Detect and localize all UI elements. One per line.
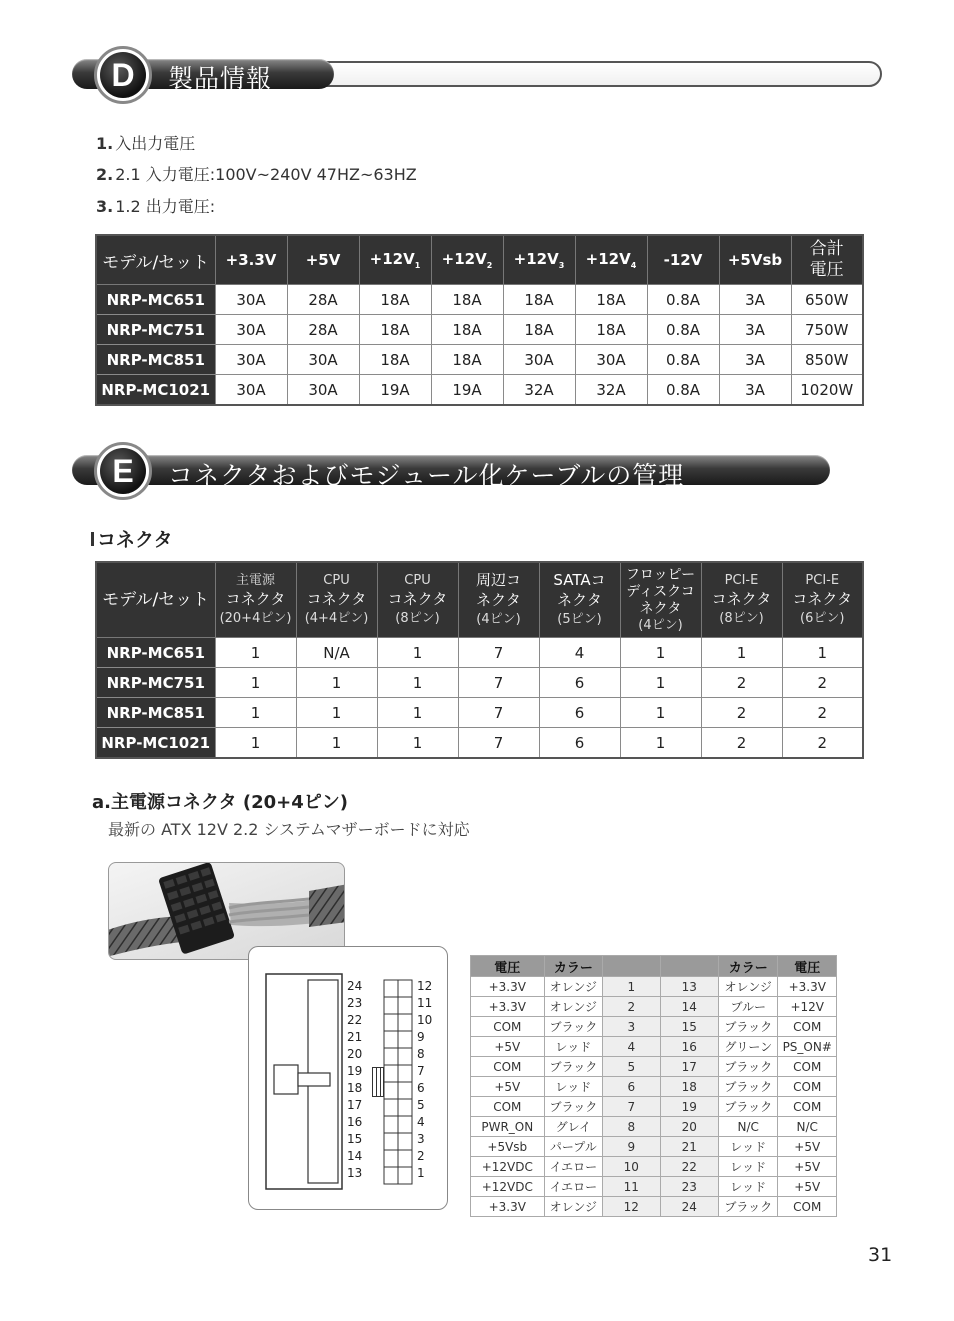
pin-number-cell: 20	[660, 1117, 718, 1137]
connector-header-cpu-8pin: CPU コネクタ (8ピン)	[377, 562, 458, 638]
pin-color-cell: ブラック	[719, 1197, 778, 1217]
pin-color-cell: ブラック	[719, 1077, 778, 1097]
section-e-letter: E	[100, 448, 146, 494]
output-header-total: 合計 電圧	[791, 235, 863, 285]
pin-number-cell: 9	[603, 1137, 660, 1157]
connector-count-cell: N/A	[296, 638, 377, 668]
connector-header-peripheral: 周辺コ ネクタ (4ピン)	[458, 562, 539, 638]
section-d-letter: D	[100, 52, 146, 98]
pin-color-cell: イエロー	[544, 1177, 602, 1197]
pin-header-voltage: 電圧	[778, 956, 837, 977]
connector-table-header-row	[96, 562, 863, 638]
model-name-cell: NRP-MC1021	[96, 728, 215, 759]
connector-header-model: モデル/セット	[96, 562, 215, 638]
pin-label: 16	[347, 1115, 363, 1129]
pin-number-cell: 6	[603, 1077, 660, 1097]
connector-header-floppy: フロッピー ディスクコ ネクタ (4ピン)	[620, 562, 701, 638]
pin-number-cell: 24	[660, 1197, 718, 1217]
model-name-cell: NRP-MC851	[96, 345, 215, 375]
output-value-cell: 850W	[791, 345, 863, 375]
model-name-cell: NRP-MC751	[96, 668, 215, 698]
pin-assignment-table	[470, 955, 837, 1217]
pin-table-row	[471, 977, 837, 997]
output-value-cell: 30A	[215, 285, 287, 315]
output-table-row	[96, 315, 863, 345]
connector-count-cell: 7	[458, 668, 539, 698]
connector-count-cell: 1	[620, 698, 701, 728]
pin-color-cell: レッド	[544, 1037, 602, 1057]
output-value-cell: 32A	[503, 375, 575, 406]
model-name-cell: NRP-MC851	[96, 698, 215, 728]
connector-table-row	[96, 668, 863, 698]
pin-color-cell: パープル	[544, 1137, 602, 1157]
pin-number-cell: 2	[603, 997, 660, 1017]
output-value-cell: 18A	[431, 345, 503, 375]
connector-count-cell: 2	[782, 728, 863, 759]
pin-table-row	[471, 1137, 837, 1157]
pin-label: 14	[347, 1149, 363, 1163]
connector-count-cell: 1	[377, 638, 458, 668]
connector-table-row	[96, 728, 863, 759]
model-name-cell: NRP-MC651	[96, 285, 215, 315]
connector-count-cell: 7	[458, 698, 539, 728]
pin-voltage-cell: +12VDC	[471, 1157, 545, 1177]
main-connector-heading-text: 主電源コネクタ (20+4ピン)	[110, 792, 348, 813]
pin-voltage-cell: +5Vsb	[471, 1137, 545, 1157]
pin-voltage-cell: COM	[778, 1017, 837, 1037]
connector-count-cell: 1	[215, 668, 296, 698]
connector-count-cell: 2	[782, 668, 863, 698]
pin-label: 19	[347, 1064, 363, 1078]
connector-count-cell: 1	[296, 728, 377, 759]
pin-label: 20	[347, 1047, 363, 1061]
pin-color-cell: イエロー	[544, 1157, 602, 1177]
connector-header-pcie-6pin: PCI-E コネクタ (6ピン)	[782, 562, 863, 638]
pin-color-cell: ブラック	[719, 1097, 778, 1117]
output-value-cell: 30A	[503, 345, 575, 375]
connector-count-cell: 2	[701, 668, 782, 698]
pin-voltage-cell: +5V	[778, 1157, 837, 1177]
pin-color-cell: オレンジ	[544, 997, 602, 1017]
pin-label: 3	[417, 1132, 425, 1146]
pin-color-cell: レッド	[719, 1157, 778, 1177]
pin-header-blank	[603, 956, 660, 977]
pin-header-voltage: 電圧	[471, 956, 545, 977]
pin-label: 6	[417, 1081, 425, 1095]
pin-voltage-cell: +3.3V	[471, 1197, 545, 1217]
pin-table-body	[471, 977, 837, 1217]
pin-number-cell: 23	[660, 1177, 718, 1197]
output-value-cell: 18A	[359, 345, 431, 375]
pin-number-cell: 3	[603, 1017, 660, 1037]
output-value-cell: 19A	[359, 375, 431, 406]
output-header-3v3: +3.3V	[215, 235, 287, 285]
connector-count-cell: 6	[539, 698, 620, 728]
output-value-cell: 0.8A	[647, 345, 719, 375]
pin-number-cell: 16	[660, 1037, 718, 1057]
pin-label: 12	[417, 979, 433, 993]
output-header-5vsb: +5Vsb	[719, 235, 791, 285]
output-header-12v3: $+12V_3$	[503, 235, 575, 285]
connector-count-cell: 6	[539, 728, 620, 759]
connector-count-cell: 1	[377, 728, 458, 759]
output-value-cell: 3A	[719, 375, 791, 406]
pin-number-cell: 22	[660, 1157, 718, 1177]
output-value-cell: 0.8A	[647, 285, 719, 315]
pin-label: 18	[347, 1081, 363, 1095]
spec-line-1	[96, 131, 195, 154]
output-value-cell: 28A	[287, 285, 359, 315]
pin-voltage-cell: +5V	[471, 1037, 545, 1057]
pin-header-blank	[660, 956, 718, 977]
pin-color-cell: レッド	[544, 1077, 602, 1097]
output-header-12v1: $+12V_1$	[359, 235, 431, 285]
pin-table-header-row	[471, 956, 837, 977]
pin-voltage-cell: PWR_ON	[471, 1117, 545, 1137]
pin-number-cell: 18	[660, 1077, 718, 1097]
output-value-cell: 18A	[431, 315, 503, 345]
spec-line-number: 3.	[96, 197, 114, 216]
spec-line-number: 1.	[96, 134, 114, 153]
output-value-cell: 30A	[287, 375, 359, 406]
output-value-cell: 18A	[359, 315, 431, 345]
pin-voltage-cell: COM	[471, 1017, 545, 1037]
model-name-cell: NRP-MC751	[96, 315, 215, 345]
pin-color-cell: レッド	[719, 1137, 778, 1157]
main-connector-note: 最新の ATX 12V 2.2 システムマザーボードに対応	[108, 820, 470, 839]
connector-count-table	[95, 561, 864, 759]
pin-label: 2	[417, 1149, 425, 1163]
connector-header-sata: SATAコ ネクタ (5ピン)	[539, 562, 620, 638]
pin-voltage-cell: +5V	[778, 1177, 837, 1197]
pin-number-cell: 19	[660, 1097, 718, 1117]
pin-header-color: カラー	[719, 956, 778, 977]
output-header-12v4: $+12V_4$	[575, 235, 647, 285]
model-name-cell: NRP-MC1021	[96, 375, 215, 406]
output-value-cell: 30A	[575, 345, 647, 375]
spec-line-text: 2.1 入力電圧:100V~240V 47HZ~63HZ	[115, 165, 417, 184]
connector-count-cell: 2	[701, 728, 782, 759]
spec-line-text: 1.2 出力電圧:	[115, 197, 216, 216]
cable-illustration	[109, 863, 344, 959]
output-value-cell: 3A	[719, 285, 791, 315]
connector-count-cell: 1	[215, 728, 296, 759]
pin-table-row	[471, 1097, 837, 1117]
pin-voltage-cell: PS_ON#	[778, 1037, 837, 1057]
section-d-badge	[94, 46, 152, 104]
pin-table-row	[471, 1177, 837, 1197]
pin-color-cell: グリーン	[719, 1037, 778, 1057]
spec-line-number: 2.	[96, 165, 114, 184]
pin-table-row	[471, 1057, 837, 1077]
pin-number-cell: 11	[603, 1177, 660, 1197]
main-connector-heading-prefix: a.	[92, 792, 111, 813]
output-value-cell: 1020W	[791, 375, 863, 406]
pin-color-cell: ブラック	[544, 1097, 602, 1117]
pin-color-cell: ブラック	[719, 1017, 778, 1037]
pin-number-cell: 13	[660, 977, 718, 997]
output-value-cell: 30A	[215, 345, 287, 375]
pin-number-cell: 12	[603, 1197, 660, 1217]
output-value-cell: 18A	[575, 315, 647, 345]
page-number: 31	[868, 1244, 893, 1266]
output-table-row	[96, 375, 863, 406]
pin-number-cell: 17	[660, 1057, 718, 1077]
model-name-cell: NRP-MC651	[96, 638, 215, 668]
connector-count-cell: 7	[458, 638, 539, 668]
pin-voltage-cell: +12VDC	[471, 1177, 545, 1197]
connector-count-cell: 1	[377, 668, 458, 698]
output-value-cell: 30A	[287, 345, 359, 375]
output-value-cell: 28A	[287, 315, 359, 345]
connector-count-cell: 1	[215, 698, 296, 728]
connector-heading-marker	[91, 532, 94, 546]
output-table-header-row	[96, 235, 863, 285]
connector-pinout-diagram	[248, 946, 448, 1210]
output-value-cell: 18A	[575, 285, 647, 315]
pin-color-cell: オレンジ	[544, 977, 602, 997]
pin-voltage-cell: N/C	[778, 1117, 837, 1137]
spec-line-2	[96, 162, 417, 185]
connector-count-cell: 6	[539, 668, 620, 698]
output-value-cell: 30A	[215, 375, 287, 406]
pin-voltage-cell: COM	[778, 1077, 837, 1097]
pin-table-row	[471, 1017, 837, 1037]
pin-number-cell: 8	[603, 1117, 660, 1137]
connector-count-cell: 1	[296, 698, 377, 728]
pin-label: 8	[417, 1047, 425, 1061]
pin-number-cell: 1	[603, 977, 660, 997]
connector-header-pcie-8pin: PCI-E コネクタ (8ピン)	[701, 562, 782, 638]
output-value-cell: 3A	[719, 315, 791, 345]
pin-number-cell: 14	[660, 997, 718, 1017]
connector-count-cell: 7	[458, 728, 539, 759]
pin-label: 11	[417, 996, 433, 1010]
connector-count-cell: 1	[620, 668, 701, 698]
pin-label: 5	[417, 1098, 425, 1112]
pin-label: 7	[417, 1064, 425, 1078]
connector-count-cell: 1	[296, 668, 377, 698]
pin-voltage-cell: +3.3V	[471, 997, 545, 1017]
pin-label: 4	[417, 1115, 425, 1129]
pin-color-cell: オレンジ	[544, 1197, 602, 1217]
pin-table-row	[471, 997, 837, 1017]
output-value-cell: 32A	[575, 375, 647, 406]
connector-count-cell: 1	[215, 638, 296, 668]
pin-table-row	[471, 1077, 837, 1097]
output-value-cell: 18A	[431, 285, 503, 315]
output-header-model: モデル/セット	[96, 235, 215, 285]
pin-label: 15	[347, 1132, 363, 1146]
pin-voltage-cell: COM	[471, 1097, 545, 1117]
pin-label: 24	[347, 979, 363, 993]
pin-grid	[383, 979, 413, 1185]
pin-voltage-cell: COM	[471, 1057, 545, 1077]
spec-line-3	[96, 194, 215, 217]
pin-color-cell: ブラック	[719, 1057, 778, 1077]
output-header-neg12v: -12V	[647, 235, 719, 285]
connector-count-cell: 1	[620, 638, 701, 668]
pin-voltage-cell: COM	[778, 1057, 837, 1077]
section-e-title: コネクタおよびモジュール化ケーブルの管理	[168, 461, 685, 490]
pin-color-cell: グレイ	[544, 1117, 602, 1137]
output-value-cell: 30A	[215, 315, 287, 345]
connector-count-cell: 1	[701, 638, 782, 668]
section-e-badge	[94, 442, 152, 500]
connector-count-cell: 1	[377, 698, 458, 728]
main-connector-heading	[92, 788, 348, 814]
pin-color-cell: オレンジ	[719, 977, 778, 997]
pin-number-cell: 21	[660, 1137, 718, 1157]
connector-table-body	[96, 638, 863, 759]
output-value-cell: 18A	[503, 315, 575, 345]
section-d-title: 製品情報	[168, 64, 273, 93]
pin-table-row	[471, 1157, 837, 1177]
output-table-row	[96, 285, 863, 315]
pin-header-color: カラー	[544, 956, 602, 977]
output-value-cell: 18A	[359, 285, 431, 315]
connector-count-cell: 4	[539, 638, 620, 668]
connector-count-cell: 2	[701, 698, 782, 728]
pin-color-cell: レッド	[719, 1177, 778, 1197]
pin-label: 22	[347, 1013, 363, 1027]
pin-color-cell: ブラック	[544, 1017, 602, 1037]
connector-count-cell: 1	[620, 728, 701, 759]
pin-label: 21	[347, 1030, 363, 1044]
connector-header-cpu-4plus4: CPU コネクタ (4+4ピン)	[296, 562, 377, 638]
pin-voltage-cell: +3.3V	[778, 977, 837, 997]
spec-line-text: 入出力電圧	[115, 134, 196, 153]
pin-number-cell: 5	[603, 1057, 660, 1077]
output-voltage-table	[95, 234, 864, 406]
pin-label: 23	[347, 996, 363, 1010]
pin-color-cell: ブラック	[544, 1057, 602, 1077]
output-table-row	[96, 345, 863, 375]
pin-number-cell: 10	[603, 1157, 660, 1177]
pin-label: 1	[417, 1166, 425, 1180]
pin-label: 9	[417, 1030, 425, 1044]
pin-table-row	[471, 1197, 837, 1217]
pin-label: 17	[347, 1098, 363, 1112]
connector-table-row	[96, 638, 863, 668]
pin-label: 13	[347, 1166, 363, 1180]
pin-table-row	[471, 1037, 837, 1057]
pin-voltage-cell: +5V	[778, 1137, 837, 1157]
pin-voltage-cell: +3.3V	[471, 977, 545, 997]
pin-number-cell: 15	[660, 1017, 718, 1037]
output-value-cell: 0.8A	[647, 375, 719, 406]
output-header-5v: +5V	[287, 235, 359, 285]
pin-voltage-cell: +5V	[471, 1077, 545, 1097]
output-value-cell: 3A	[719, 345, 791, 375]
output-table-body	[96, 285, 863, 406]
pin-color-cell: ブルー	[719, 997, 778, 1017]
output-value-cell: 0.8A	[647, 315, 719, 345]
output-value-cell: 650W	[791, 285, 863, 315]
pin-voltage-cell: COM	[778, 1097, 837, 1117]
output-value-cell: 18A	[503, 285, 575, 315]
connector-table-row	[96, 698, 863, 728]
output-value-cell: 19A	[431, 375, 503, 406]
pin-color-cell: N/C	[719, 1117, 778, 1137]
pin-label: 10	[417, 1013, 433, 1027]
pin-voltage-cell: +12V	[778, 997, 837, 1017]
pin-number-cell: 4	[603, 1037, 660, 1057]
pin-table-row	[471, 1117, 837, 1137]
connector-heading: コネクタ	[97, 529, 173, 551]
connector-count-cell: 1	[782, 638, 863, 668]
pin-number-cell: 7	[603, 1097, 660, 1117]
pin-voltage-cell: COM	[778, 1197, 837, 1217]
connector-header-main-power: 主電源 コネクタ (20+4ピン)	[215, 562, 296, 638]
output-value-cell: 750W	[791, 315, 863, 345]
connector-count-cell: 2	[782, 698, 863, 728]
output-header-12v2: $+12V_2$	[431, 235, 503, 285]
